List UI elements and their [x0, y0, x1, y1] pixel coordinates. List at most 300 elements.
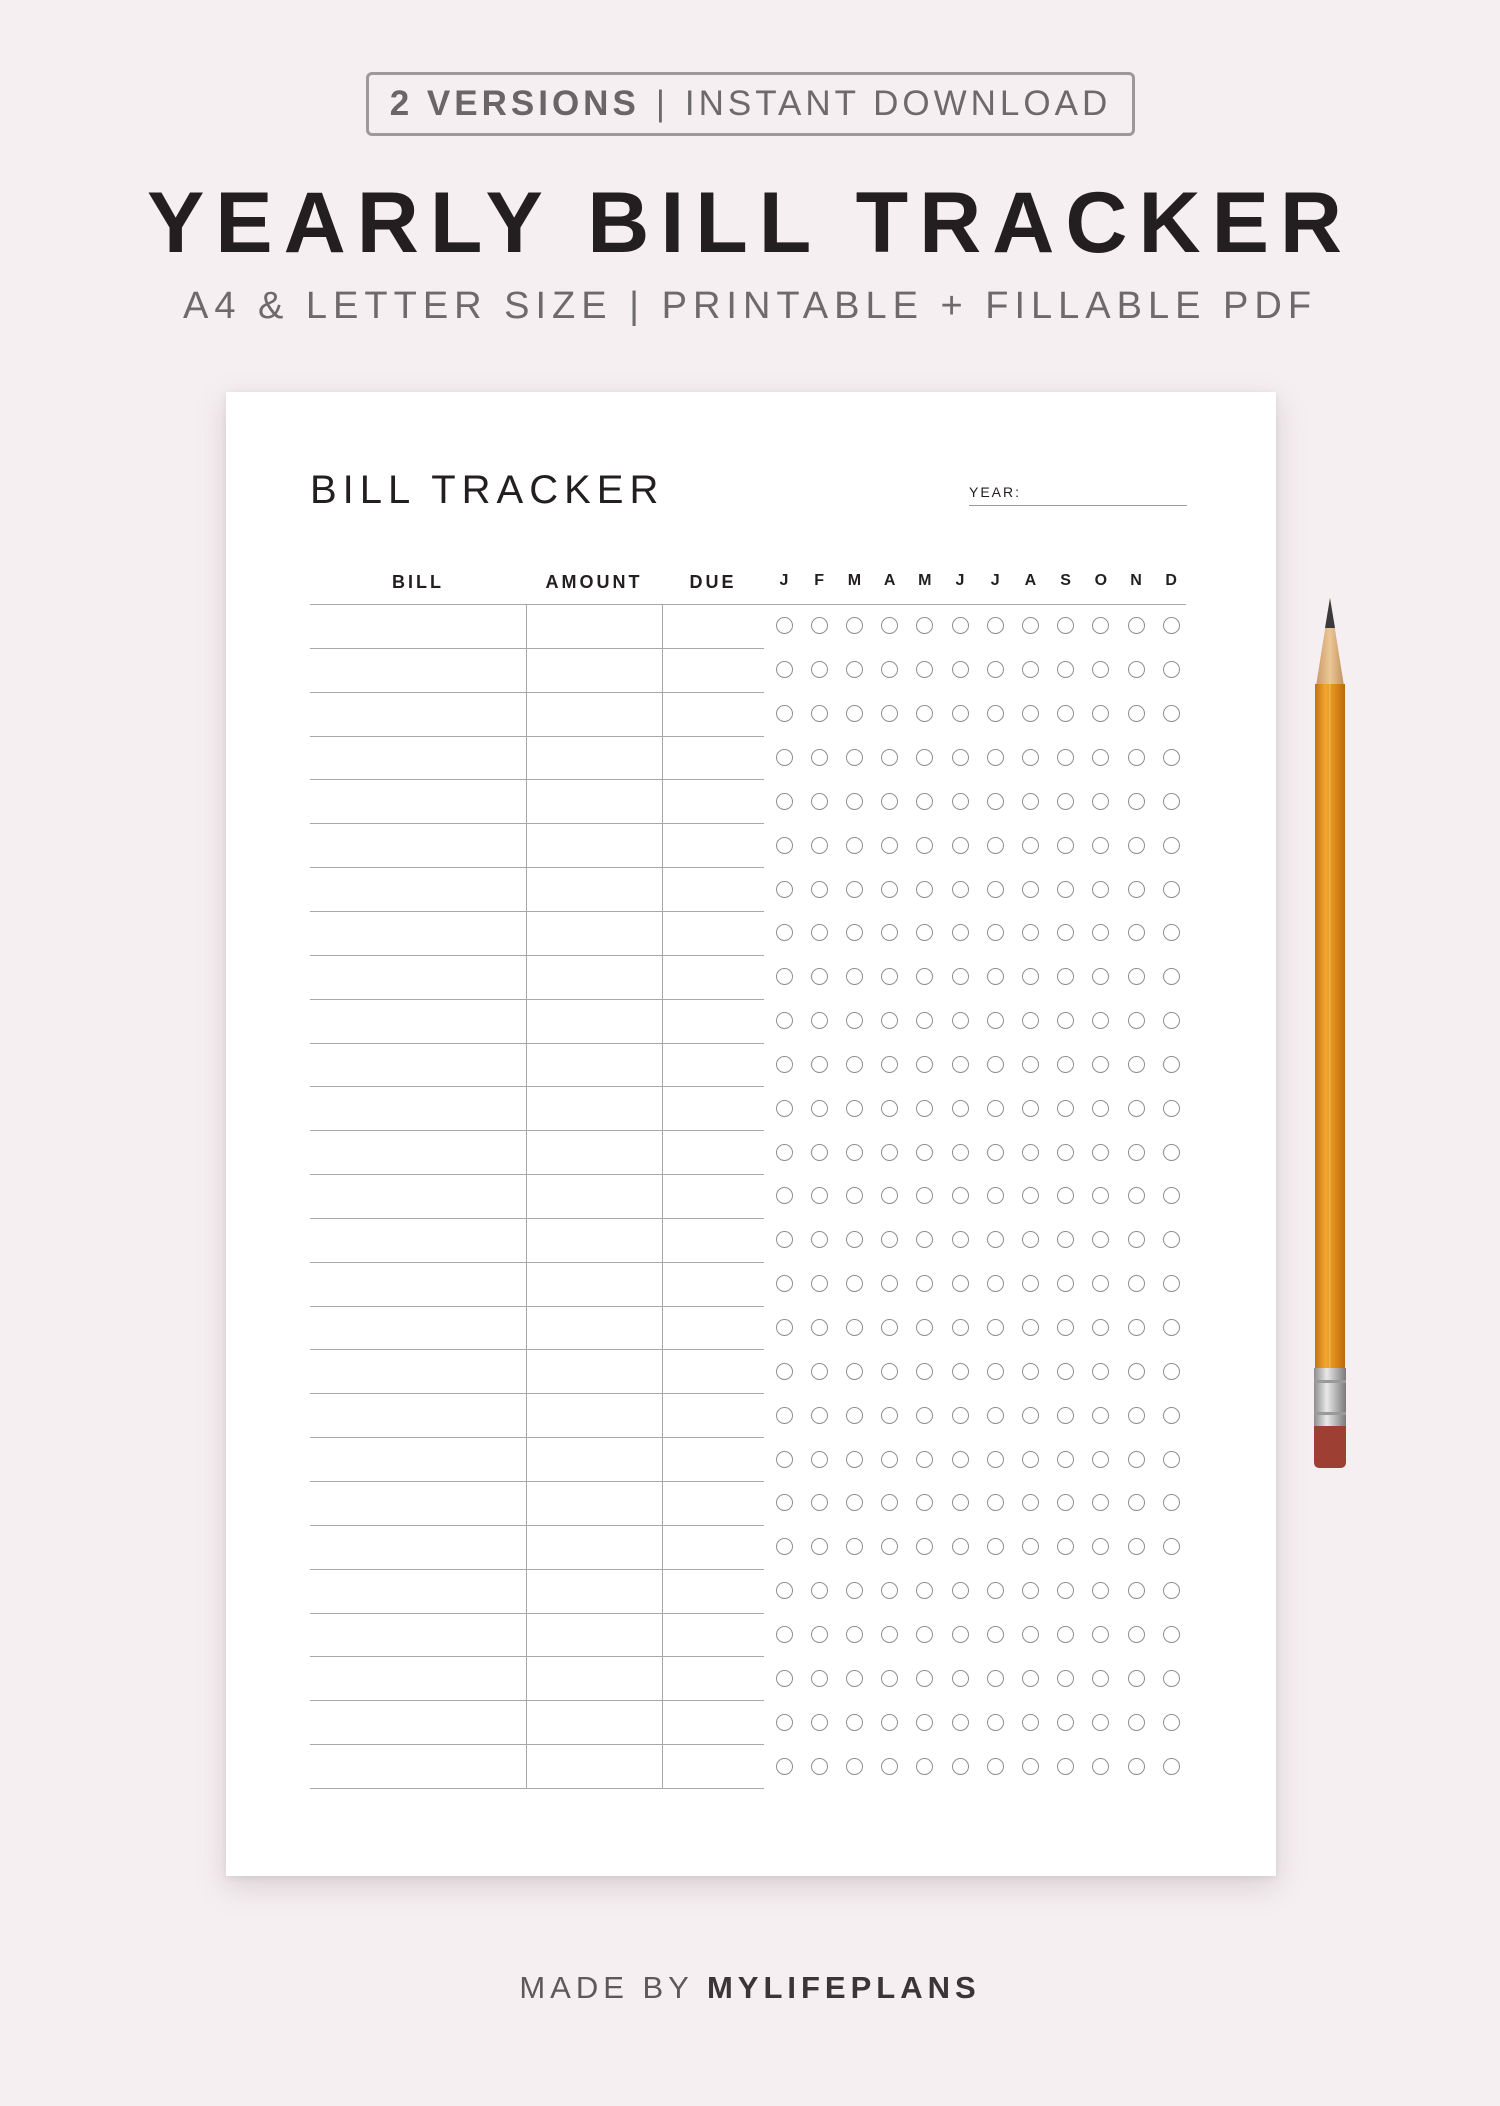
paid-checkbox[interactable]	[1128, 1494, 1145, 1511]
paid-checkbox[interactable]	[811, 837, 828, 854]
paid-checkbox[interactable]	[846, 1407, 863, 1424]
paid-checkbox[interactable]	[1128, 1758, 1145, 1775]
paid-checkbox[interactable]	[811, 1538, 828, 1555]
paid-checkbox[interactable]	[952, 1231, 969, 1248]
paid-checkbox[interactable]	[846, 1714, 863, 1731]
paid-checkbox[interactable]	[776, 1670, 793, 1687]
paid-checkbox[interactable]	[776, 1231, 793, 1248]
paid-checkbox[interactable]	[846, 1626, 863, 1643]
paid-checkbox[interactable]	[1128, 661, 1145, 678]
paid-checkbox[interactable]	[987, 1714, 1004, 1731]
paid-checkbox[interactable]	[987, 968, 1004, 985]
paid-checkbox[interactable]	[881, 1056, 898, 1073]
paid-checkbox[interactable]	[952, 1056, 969, 1073]
paid-checkbox[interactable]	[952, 924, 969, 941]
paid-checkbox[interactable]	[1092, 1714, 1109, 1731]
paid-checkbox[interactable]	[1128, 1363, 1145, 1380]
paid-checkbox[interactable]	[1163, 1451, 1180, 1468]
paid-checkbox[interactable]	[1057, 924, 1074, 941]
paid-checkbox[interactable]	[1092, 705, 1109, 722]
paid-checkbox[interactable]	[1163, 1144, 1180, 1161]
paid-checkbox[interactable]	[987, 1187, 1004, 1204]
paid-checkbox[interactable]	[1128, 1319, 1145, 1336]
paid-checkbox[interactable]	[776, 705, 793, 722]
paid-checkbox[interactable]	[952, 1451, 969, 1468]
paid-checkbox[interactable]	[1057, 1670, 1074, 1687]
paid-checkbox[interactable]	[987, 1538, 1004, 1555]
paid-checkbox[interactable]	[1022, 1275, 1039, 1292]
paid-checkbox[interactable]	[1128, 1626, 1145, 1643]
paid-checkbox[interactable]	[916, 1187, 933, 1204]
paid-checkbox[interactable]	[881, 924, 898, 941]
paid-checkbox[interactable]	[1163, 924, 1180, 941]
paid-checkbox[interactable]	[776, 1275, 793, 1292]
paid-checkbox[interactable]	[1057, 1407, 1074, 1424]
paid-checkbox[interactable]	[1092, 1100, 1109, 1117]
paid-checkbox[interactable]	[1057, 1451, 1074, 1468]
paid-checkbox[interactable]	[916, 1670, 933, 1687]
paid-checkbox[interactable]	[1092, 617, 1109, 634]
paid-checkbox[interactable]	[1057, 1187, 1074, 1204]
paid-checkbox[interactable]	[1057, 837, 1074, 854]
paid-checkbox[interactable]	[1128, 749, 1145, 766]
paid-checkbox[interactable]	[916, 1275, 933, 1292]
paid-checkbox[interactable]	[987, 1144, 1004, 1161]
paid-checkbox[interactable]	[881, 1626, 898, 1643]
paid-checkbox[interactable]	[1128, 1231, 1145, 1248]
paid-checkbox[interactable]	[987, 1626, 1004, 1643]
paid-checkbox[interactable]	[916, 1363, 933, 1380]
paid-checkbox[interactable]	[846, 1538, 863, 1555]
paid-checkbox[interactable]	[1092, 1187, 1109, 1204]
paid-checkbox[interactable]	[1057, 617, 1074, 634]
paid-checkbox[interactable]	[1022, 837, 1039, 854]
paid-checkbox[interactable]	[1022, 1407, 1039, 1424]
paid-checkbox[interactable]	[881, 661, 898, 678]
paid-checkbox[interactable]	[811, 1670, 828, 1687]
paid-checkbox[interactable]	[1163, 661, 1180, 678]
paid-checkbox[interactable]	[811, 1407, 828, 1424]
paid-checkbox[interactable]	[1092, 881, 1109, 898]
paid-checkbox[interactable]	[881, 1187, 898, 1204]
paid-checkbox[interactable]	[881, 1012, 898, 1029]
paid-checkbox[interactable]	[1022, 968, 1039, 985]
paid-checkbox[interactable]	[811, 705, 828, 722]
paid-checkbox[interactable]	[846, 881, 863, 898]
paid-checkbox[interactable]	[881, 1451, 898, 1468]
paid-checkbox[interactable]	[1092, 968, 1109, 985]
paid-checkbox[interactable]	[846, 1012, 863, 1029]
paid-checkbox[interactable]	[1163, 1670, 1180, 1687]
paid-checkbox[interactable]	[1128, 617, 1145, 634]
paid-checkbox[interactable]	[987, 1407, 1004, 1424]
paid-checkbox[interactable]	[916, 793, 933, 810]
paid-checkbox[interactable]	[881, 1319, 898, 1336]
paid-checkbox[interactable]	[916, 1231, 933, 1248]
paid-checkbox[interactable]	[1163, 1056, 1180, 1073]
paid-checkbox[interactable]	[811, 749, 828, 766]
paid-checkbox[interactable]	[776, 749, 793, 766]
paid-checkbox[interactable]	[1057, 1275, 1074, 1292]
paid-checkbox[interactable]	[1022, 661, 1039, 678]
paid-checkbox[interactable]	[987, 1100, 1004, 1117]
paid-checkbox[interactable]	[1057, 749, 1074, 766]
paid-checkbox[interactable]	[1128, 968, 1145, 985]
paid-checkbox[interactable]	[776, 881, 793, 898]
paid-checkbox[interactable]	[846, 1231, 863, 1248]
paid-checkbox[interactable]	[776, 1319, 793, 1336]
paid-checkbox[interactable]	[952, 1100, 969, 1117]
paid-checkbox[interactable]	[776, 1100, 793, 1117]
paid-checkbox[interactable]	[1022, 617, 1039, 634]
paid-checkbox[interactable]	[846, 1670, 863, 1687]
paid-checkbox[interactable]	[881, 1670, 898, 1687]
paid-checkbox[interactable]	[1022, 1451, 1039, 1468]
paid-checkbox[interactable]	[952, 705, 969, 722]
paid-checkbox[interactable]	[987, 1012, 1004, 1029]
paid-checkbox[interactable]	[811, 661, 828, 678]
paid-checkbox[interactable]	[1022, 1056, 1039, 1073]
paid-checkbox[interactable]	[881, 1582, 898, 1599]
paid-checkbox[interactable]	[952, 1626, 969, 1643]
paid-checkbox[interactable]	[916, 1100, 933, 1117]
paid-checkbox[interactable]	[1022, 793, 1039, 810]
paid-checkbox[interactable]	[846, 1451, 863, 1468]
paid-checkbox[interactable]	[1057, 1012, 1074, 1029]
paid-checkbox[interactable]	[1022, 924, 1039, 941]
paid-checkbox[interactable]	[776, 1451, 793, 1468]
paid-checkbox[interactable]	[1092, 1670, 1109, 1687]
paid-checkbox[interactable]	[776, 1187, 793, 1204]
paid-checkbox[interactable]	[1092, 793, 1109, 810]
paid-checkbox[interactable]	[1163, 1758, 1180, 1775]
paid-checkbox[interactable]	[811, 924, 828, 941]
paid-checkbox[interactable]	[846, 1319, 863, 1336]
paid-checkbox[interactable]	[1022, 1231, 1039, 1248]
paid-checkbox[interactable]	[952, 617, 969, 634]
paid-checkbox[interactable]	[916, 617, 933, 634]
paid-checkbox[interactable]	[952, 1670, 969, 1687]
paid-checkbox[interactable]	[1022, 1626, 1039, 1643]
paid-checkbox[interactable]	[846, 1144, 863, 1161]
paid-checkbox[interactable]	[1092, 1451, 1109, 1468]
paid-checkbox[interactable]	[1163, 1187, 1180, 1204]
paid-checkbox[interactable]	[1022, 1187, 1039, 1204]
paid-checkbox[interactable]	[811, 1494, 828, 1511]
paid-checkbox[interactable]	[881, 1538, 898, 1555]
paid-checkbox[interactable]	[1092, 1582, 1109, 1599]
paid-checkbox[interactable]	[846, 1056, 863, 1073]
paid-checkbox[interactable]	[1057, 1626, 1074, 1643]
paid-checkbox[interactable]	[1163, 1626, 1180, 1643]
paid-checkbox[interactable]	[987, 1231, 1004, 1248]
paid-checkbox[interactable]	[1057, 793, 1074, 810]
paid-checkbox[interactable]	[952, 1275, 969, 1292]
paid-checkbox[interactable]	[1092, 1231, 1109, 1248]
paid-checkbox[interactable]	[1022, 1144, 1039, 1161]
paid-checkbox[interactable]	[1163, 1319, 1180, 1336]
paid-checkbox[interactable]	[1128, 1275, 1145, 1292]
paid-checkbox[interactable]	[952, 1714, 969, 1731]
paid-checkbox[interactable]	[846, 1758, 863, 1775]
paid-checkbox[interactable]	[1163, 837, 1180, 854]
paid-checkbox[interactable]	[952, 881, 969, 898]
paid-checkbox[interactable]	[811, 1758, 828, 1775]
paid-checkbox[interactable]	[881, 1144, 898, 1161]
paid-checkbox[interactable]	[987, 837, 1004, 854]
paid-checkbox[interactable]	[952, 1494, 969, 1511]
paid-checkbox[interactable]	[1057, 705, 1074, 722]
paid-checkbox[interactable]	[846, 617, 863, 634]
paid-checkbox[interactable]	[952, 837, 969, 854]
paid-checkbox[interactable]	[916, 924, 933, 941]
paid-checkbox[interactable]	[1163, 617, 1180, 634]
paid-checkbox[interactable]	[1128, 1714, 1145, 1731]
paid-checkbox[interactable]	[1092, 1144, 1109, 1161]
paid-checkbox[interactable]	[987, 1494, 1004, 1511]
paid-checkbox[interactable]	[881, 1100, 898, 1117]
paid-checkbox[interactable]	[1022, 1100, 1039, 1117]
paid-checkbox[interactable]	[811, 1363, 828, 1380]
paid-checkbox[interactable]	[1057, 1758, 1074, 1775]
paid-checkbox[interactable]	[776, 1144, 793, 1161]
paid-checkbox[interactable]	[881, 837, 898, 854]
paid-checkbox[interactable]	[916, 661, 933, 678]
paid-checkbox[interactable]	[846, 837, 863, 854]
paid-checkbox[interactable]	[1163, 1494, 1180, 1511]
paid-checkbox[interactable]	[776, 837, 793, 854]
paid-checkbox[interactable]	[916, 1319, 933, 1336]
paid-checkbox[interactable]	[987, 705, 1004, 722]
paid-checkbox[interactable]	[1163, 705, 1180, 722]
paid-checkbox[interactable]	[811, 1187, 828, 1204]
paid-checkbox[interactable]	[952, 1758, 969, 1775]
paid-checkbox[interactable]	[1057, 1582, 1074, 1599]
paid-checkbox[interactable]	[1092, 1538, 1109, 1555]
paid-checkbox[interactable]	[776, 1626, 793, 1643]
paid-checkbox[interactable]	[916, 1538, 933, 1555]
paid-checkbox[interactable]	[1092, 1494, 1109, 1511]
paid-checkbox[interactable]	[776, 1363, 793, 1380]
paid-checkbox[interactable]	[1128, 881, 1145, 898]
paid-checkbox[interactable]	[916, 1494, 933, 1511]
paid-checkbox[interactable]	[952, 1538, 969, 1555]
paid-checkbox[interactable]	[881, 1407, 898, 1424]
paid-checkbox[interactable]	[987, 1363, 1004, 1380]
paid-checkbox[interactable]	[881, 968, 898, 985]
paid-checkbox[interactable]	[1128, 1670, 1145, 1687]
paid-checkbox[interactable]	[1163, 1407, 1180, 1424]
paid-checkbox[interactable]	[1057, 661, 1074, 678]
paid-checkbox[interactable]	[1022, 1538, 1039, 1555]
paid-checkbox[interactable]	[776, 1012, 793, 1029]
paid-checkbox[interactable]	[776, 1758, 793, 1775]
paid-checkbox[interactable]	[881, 1275, 898, 1292]
paid-checkbox[interactable]	[952, 1582, 969, 1599]
paid-checkbox[interactable]	[916, 1714, 933, 1731]
paid-checkbox[interactable]	[1022, 749, 1039, 766]
paid-checkbox[interactable]	[916, 749, 933, 766]
paid-checkbox[interactable]	[916, 1012, 933, 1029]
paid-checkbox[interactable]	[1128, 924, 1145, 941]
paid-checkbox[interactable]	[1092, 837, 1109, 854]
paid-checkbox[interactable]	[1022, 705, 1039, 722]
paid-checkbox[interactable]	[776, 968, 793, 985]
paid-checkbox[interactable]	[1057, 1538, 1074, 1555]
paid-checkbox[interactable]	[1022, 1363, 1039, 1380]
paid-checkbox[interactable]	[1163, 793, 1180, 810]
paid-checkbox[interactable]	[1163, 749, 1180, 766]
paid-checkbox[interactable]	[1022, 1012, 1039, 1029]
paid-checkbox[interactable]	[846, 1582, 863, 1599]
paid-checkbox[interactable]	[987, 617, 1004, 634]
paid-checkbox[interactable]	[1092, 1275, 1109, 1292]
paid-checkbox[interactable]	[776, 1714, 793, 1731]
paid-checkbox[interactable]	[1163, 1231, 1180, 1248]
paid-checkbox[interactable]	[846, 749, 863, 766]
paid-checkbox[interactable]	[1057, 1056, 1074, 1073]
paid-checkbox[interactable]	[811, 1626, 828, 1643]
paid-checkbox[interactable]	[952, 1363, 969, 1380]
paid-checkbox[interactable]	[1057, 968, 1074, 985]
paid-checkbox[interactable]	[881, 705, 898, 722]
paid-checkbox[interactable]	[952, 968, 969, 985]
paid-checkbox[interactable]	[846, 1100, 863, 1117]
paid-checkbox[interactable]	[811, 1275, 828, 1292]
paid-checkbox[interactable]	[881, 617, 898, 634]
paid-checkbox[interactable]	[1128, 1538, 1145, 1555]
paid-checkbox[interactable]	[987, 1056, 1004, 1073]
paid-checkbox[interactable]	[846, 705, 863, 722]
paid-checkbox[interactable]	[1092, 1407, 1109, 1424]
paid-checkbox[interactable]	[1163, 1275, 1180, 1292]
paid-checkbox[interactable]	[987, 1319, 1004, 1336]
paid-checkbox[interactable]	[776, 1056, 793, 1073]
paid-checkbox[interactable]	[1057, 1100, 1074, 1117]
paid-checkbox[interactable]	[952, 1407, 969, 1424]
paid-checkbox[interactable]	[846, 1494, 863, 1511]
paid-checkbox[interactable]	[987, 793, 1004, 810]
paid-checkbox[interactable]	[811, 793, 828, 810]
paid-checkbox[interactable]	[881, 749, 898, 766]
paid-checkbox[interactable]	[916, 1056, 933, 1073]
paid-checkbox[interactable]	[1022, 1714, 1039, 1731]
paid-checkbox[interactable]	[1022, 1319, 1039, 1336]
paid-checkbox[interactable]	[1163, 968, 1180, 985]
paid-checkbox[interactable]	[881, 1758, 898, 1775]
paid-checkbox[interactable]	[881, 1231, 898, 1248]
paid-checkbox[interactable]	[881, 1363, 898, 1380]
paid-checkbox[interactable]	[952, 1144, 969, 1161]
paid-checkbox[interactable]	[811, 1319, 828, 1336]
paid-checkbox[interactable]	[916, 881, 933, 898]
paid-checkbox[interactable]	[1092, 924, 1109, 941]
paid-checkbox[interactable]	[1128, 1451, 1145, 1468]
paid-checkbox[interactable]	[1057, 1319, 1074, 1336]
paid-checkbox[interactable]	[1128, 1100, 1145, 1117]
paid-checkbox[interactable]	[952, 749, 969, 766]
paid-checkbox[interactable]	[1022, 1494, 1039, 1511]
paid-checkbox[interactable]	[1057, 1714, 1074, 1731]
paid-checkbox[interactable]	[952, 793, 969, 810]
paid-checkbox[interactable]	[811, 1012, 828, 1029]
paid-checkbox[interactable]	[776, 1538, 793, 1555]
paid-checkbox[interactable]	[846, 1275, 863, 1292]
paid-checkbox[interactable]	[1057, 1144, 1074, 1161]
paid-checkbox[interactable]	[811, 1231, 828, 1248]
paid-checkbox[interactable]	[916, 1407, 933, 1424]
paid-checkbox[interactable]	[881, 1714, 898, 1731]
paid-checkbox[interactable]	[1128, 1144, 1145, 1161]
paid-checkbox[interactable]	[987, 881, 1004, 898]
paid-checkbox[interactable]	[1057, 881, 1074, 898]
paid-checkbox[interactable]	[846, 661, 863, 678]
paid-checkbox[interactable]	[1163, 1012, 1180, 1029]
paid-checkbox[interactable]	[1022, 1582, 1039, 1599]
paid-checkbox[interactable]	[846, 924, 863, 941]
paid-checkbox[interactable]	[776, 617, 793, 634]
paid-checkbox[interactable]	[776, 661, 793, 678]
paid-checkbox[interactable]	[916, 1758, 933, 1775]
paid-checkbox[interactable]	[776, 924, 793, 941]
paid-checkbox[interactable]	[987, 1758, 1004, 1775]
paid-checkbox[interactable]	[1128, 1012, 1145, 1029]
paid-checkbox[interactable]	[1128, 1187, 1145, 1204]
paid-checkbox[interactable]	[987, 924, 1004, 941]
paid-checkbox[interactable]	[811, 1056, 828, 1073]
paid-checkbox[interactable]	[1092, 1056, 1109, 1073]
paid-checkbox[interactable]	[811, 968, 828, 985]
paid-checkbox[interactable]	[1092, 749, 1109, 766]
paid-checkbox[interactable]	[987, 1451, 1004, 1468]
paid-checkbox[interactable]	[846, 1363, 863, 1380]
paid-checkbox[interactable]	[952, 1187, 969, 1204]
paid-checkbox[interactable]	[1128, 793, 1145, 810]
paid-checkbox[interactable]	[776, 1582, 793, 1599]
paid-checkbox[interactable]	[987, 749, 1004, 766]
paid-checkbox[interactable]	[1163, 1100, 1180, 1117]
paid-checkbox[interactable]	[916, 1582, 933, 1599]
paid-checkbox[interactable]	[916, 1626, 933, 1643]
paid-checkbox[interactable]	[811, 1582, 828, 1599]
paid-checkbox[interactable]	[811, 617, 828, 634]
paid-checkbox[interactable]	[1163, 1538, 1180, 1555]
paid-checkbox[interactable]	[776, 793, 793, 810]
paid-checkbox[interactable]	[987, 1582, 1004, 1599]
paid-checkbox[interactable]	[916, 968, 933, 985]
paid-checkbox[interactable]	[881, 793, 898, 810]
paid-checkbox[interactable]	[776, 1407, 793, 1424]
paid-checkbox[interactable]	[1022, 1758, 1039, 1775]
paid-checkbox[interactable]	[1022, 881, 1039, 898]
paid-checkbox[interactable]	[1092, 1012, 1109, 1029]
paid-checkbox[interactable]	[987, 1275, 1004, 1292]
paid-checkbox[interactable]	[1022, 1670, 1039, 1687]
paid-checkbox[interactable]	[987, 1670, 1004, 1687]
paid-checkbox[interactable]	[811, 881, 828, 898]
paid-checkbox[interactable]	[916, 837, 933, 854]
paid-checkbox[interactable]	[1092, 1319, 1109, 1336]
paid-checkbox[interactable]	[1163, 881, 1180, 898]
paid-checkbox[interactable]	[1057, 1363, 1074, 1380]
paid-checkbox[interactable]	[1057, 1494, 1074, 1511]
paid-checkbox[interactable]	[952, 661, 969, 678]
paid-checkbox[interactable]	[881, 881, 898, 898]
paid-checkbox[interactable]	[952, 1012, 969, 1029]
paid-checkbox[interactable]	[1128, 1407, 1145, 1424]
paid-checkbox[interactable]	[987, 661, 1004, 678]
paid-checkbox[interactable]	[1163, 1582, 1180, 1599]
